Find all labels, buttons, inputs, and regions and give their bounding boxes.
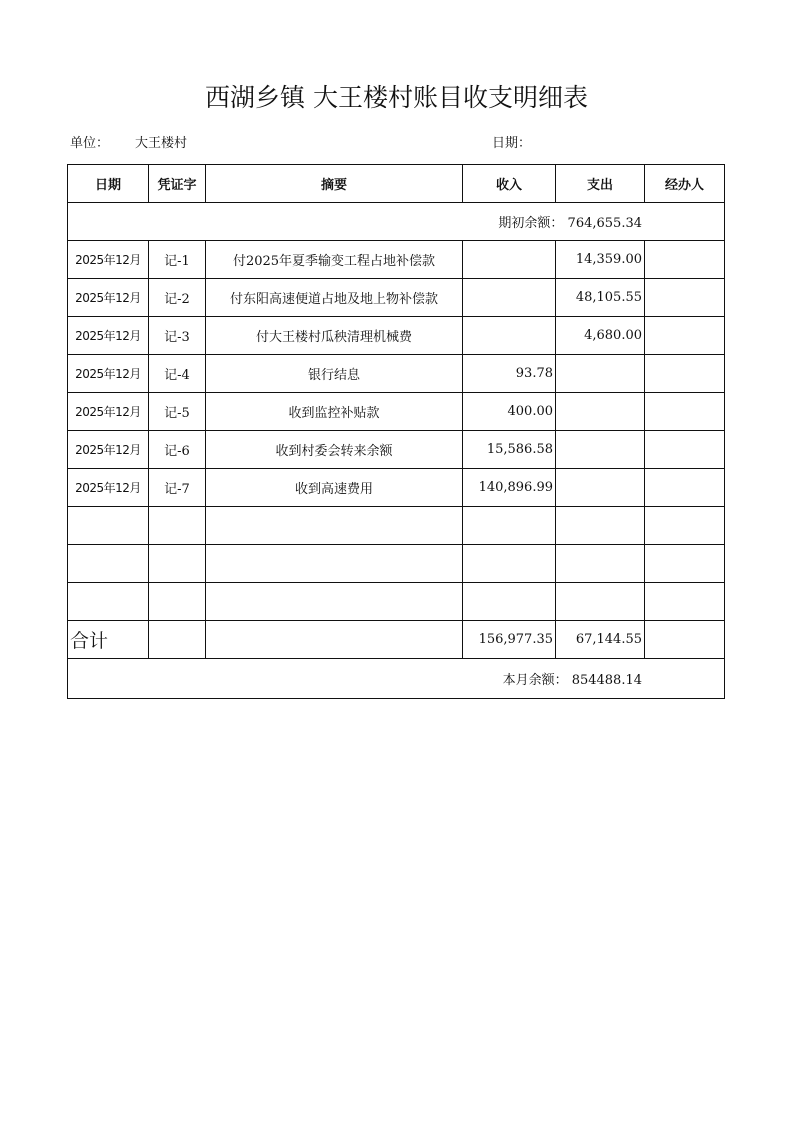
cell-expense: 4,680.00 (556, 317, 645, 355)
table-row (68, 317, 725, 355)
cell-date: 2025年12月 (68, 469, 149, 507)
cell-handler (645, 317, 725, 355)
cell-date: 2025年12月 (68, 241, 149, 279)
table-row (68, 355, 725, 393)
unit-value: 大王楼村 (135, 136, 188, 151)
cell-expense (556, 393, 645, 431)
total-row (68, 621, 725, 659)
cell-handler (645, 431, 725, 469)
cell-expense (556, 469, 645, 507)
cell-voucher: 记-2 (149, 279, 206, 317)
cell-date: 2025年12月 (68, 355, 149, 393)
cell-voucher: 记-4 (149, 355, 206, 393)
date-label: 日期： (492, 136, 532, 151)
opening-balance-row (68, 203, 725, 241)
cell-date: 2025年12月 (68, 431, 149, 469)
empty-row (68, 507, 725, 545)
header-expense: 支出 (556, 165, 645, 203)
cell-summary: 付大王楼村瓜秧清理机械费 (206, 317, 463, 355)
cell-expense (556, 431, 645, 469)
table-row (68, 469, 725, 507)
cell-income: 15,586.58 (463, 431, 556, 469)
header-voucher: 凭证字 (149, 165, 206, 203)
total-expense: 67,144.55 (556, 621, 645, 659)
cell-voucher: 记-6 (149, 431, 206, 469)
cell-summary: 付2025年夏季输变工程占地补偿款 (206, 241, 463, 279)
cell-income (463, 317, 556, 355)
cell-summary: 收到监控补贴款 (206, 393, 463, 431)
table-row (68, 279, 725, 317)
cell-handler (645, 355, 725, 393)
cell-summary: 收到村委会转来余额 (206, 431, 463, 469)
cell-income (463, 241, 556, 279)
cell-voucher: 记-3 (149, 317, 206, 355)
total-label: 合计 (68, 621, 149, 659)
header-row (68, 165, 725, 203)
header-date: 日期 (68, 165, 149, 203)
cell-handler (645, 279, 725, 317)
cell-date: 2025年12月 (68, 317, 149, 355)
cell-income: 140,896.99 (463, 469, 556, 507)
empty-row (68, 545, 725, 583)
cell-expense (556, 355, 645, 393)
unit-label: 单位： (70, 136, 110, 151)
cell-voucher: 记-5 (149, 393, 206, 431)
ledger-table (67, 164, 725, 699)
cell-handler (645, 393, 725, 431)
cell-voucher: 记-7 (149, 469, 206, 507)
table-row (68, 393, 725, 431)
table-row (68, 241, 725, 279)
cell-summary: 银行结息 (206, 355, 463, 393)
cell-summary: 付东阳高速便道占地及地上物补偿款 (206, 279, 463, 317)
closing-balance: 本月余额： 854488.14 (68, 659, 725, 699)
total-income: 156,977.35 (463, 621, 556, 659)
opening-balance: 期初余额： 764,655.34 (68, 203, 725, 241)
closing-balance-row (68, 659, 725, 699)
cell-handler (645, 241, 725, 279)
cell-summary: 收到高速费用 (206, 469, 463, 507)
header-summary: 摘要 (206, 165, 463, 203)
cell-expense: 14,359.00 (556, 241, 645, 279)
cell-income: 400.00 (463, 393, 556, 431)
table-row (68, 431, 725, 469)
cell-income (463, 279, 556, 317)
cell-date: 2025年12月 (68, 279, 149, 317)
cell-income: 93.78 (463, 355, 556, 393)
cell-handler (645, 469, 725, 507)
empty-row (68, 583, 725, 621)
page-title: 西湖乡镇 大王楼村账目收支明细表 (205, 83, 588, 112)
header-income: 收入 (463, 165, 556, 203)
cell-expense: 48,105.55 (556, 279, 645, 317)
cell-date: 2025年12月 (68, 393, 149, 431)
header-handler: 经办人 (645, 165, 725, 203)
cell-voucher: 记-1 (149, 241, 206, 279)
